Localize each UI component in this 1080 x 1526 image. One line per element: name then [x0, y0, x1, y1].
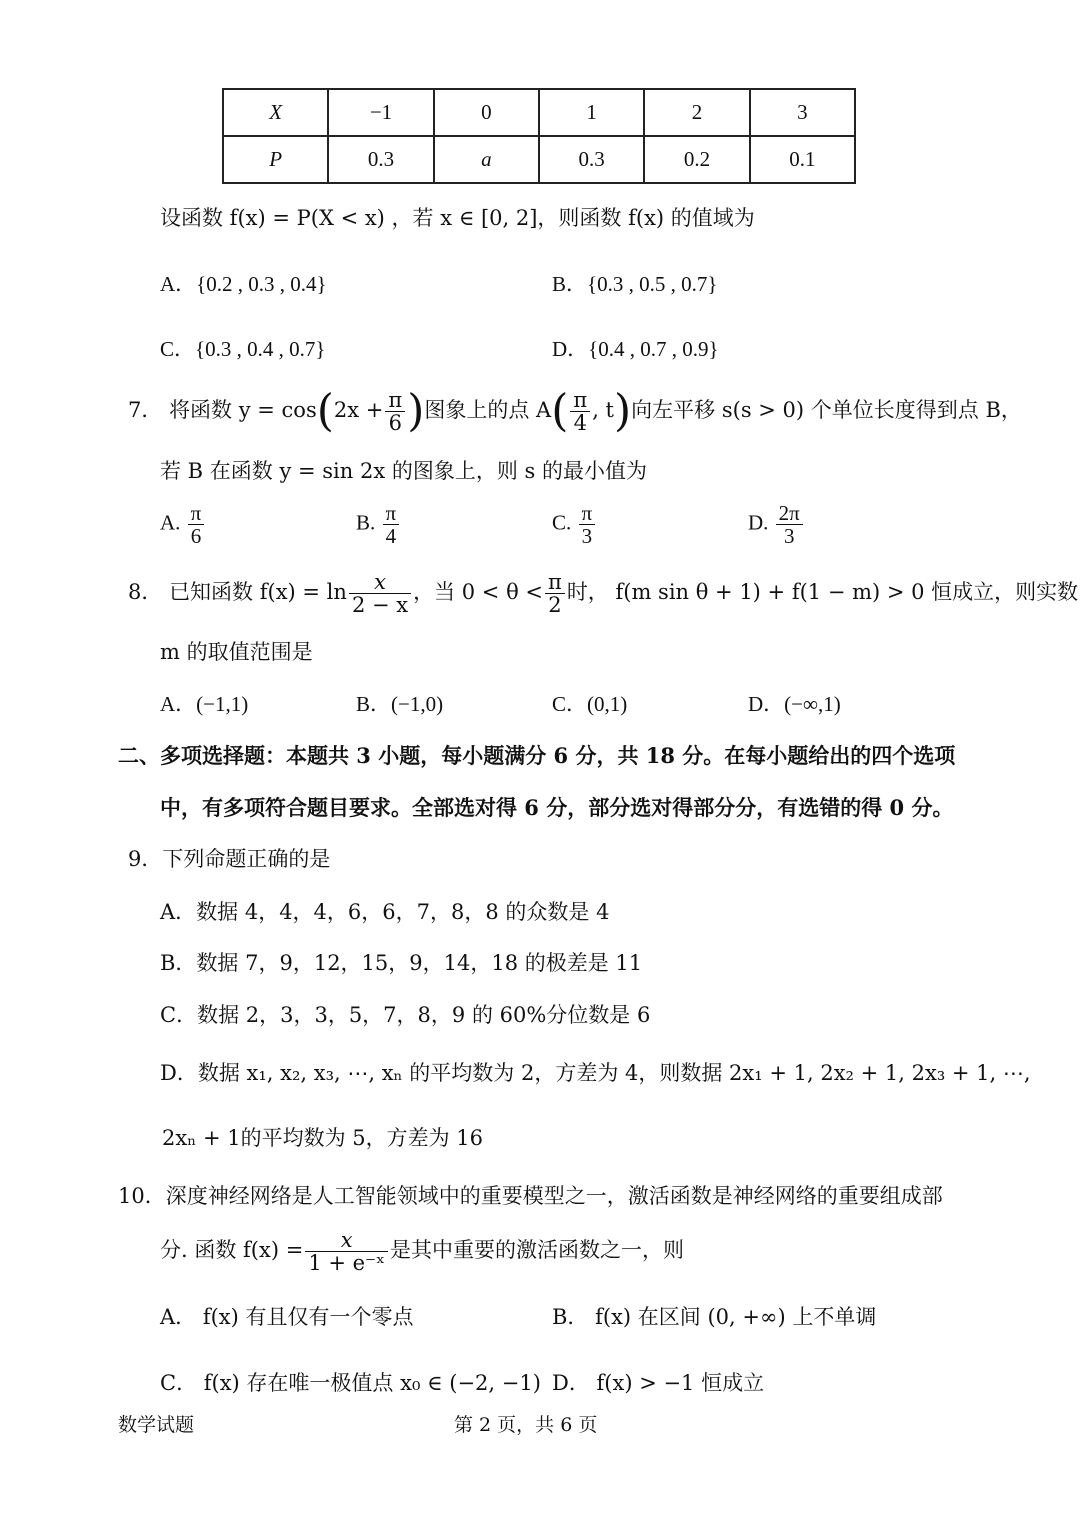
q6-option-a: A．{0.2 , 0.3 , 0.4} [160, 272, 327, 296]
q8-option-a: A．(−1,1) [160, 692, 249, 716]
q10-option-a: A． f(x) 有且仅有一个零点 [160, 1305, 414, 1329]
q8-stem-line2: m 的取值范围是 [160, 640, 313, 664]
q7-stem-line2: 若 B 在函数 y = sin 2x 的图象上，则 s 的最小值为 [160, 459, 647, 483]
table-cell: 3 [750, 89, 855, 136]
q7-stem-line1: 7． 将函数 y = cos(2x + $\frac{\pi}{6}$ )图象上的点 A( $\frac{\pi}{4}$ , t)向左平移 s(s > 0) 个单位长度得到点 B， [128, 385, 1022, 437]
table-cell: 0.1 [750, 136, 855, 183]
q10-stem-line2 [160, 1224, 684, 1276]
table-cell: P [223, 136, 328, 183]
q10-option-c: C． f(x) 存在唯一极值点 x₀ ∈ (−2, −1) [160, 1371, 541, 1395]
question-number: 7． [128, 398, 163, 422]
q7-option-c: C. $\frac{\pi}{3}$ [552, 502, 597, 547]
table-cell: 0.2 [644, 136, 749, 183]
q7-text: 将函数 y = cos [169, 398, 317, 422]
q10-option-b: B． f(x) 在区间 (0, +∞) 上不单调 [552, 1305, 877, 1329]
q6-option-b: B．{0.3 , 0.5 , 0.7} [552, 272, 718, 296]
q10-text-2: 是其中重要的激活函数之一，则 [390, 1238, 685, 1262]
q8-text: 已知函数 f(x) = ln [169, 580, 347, 604]
q7-arg: 2x + [333, 398, 384, 422]
q7-t: , t [592, 398, 614, 422]
q6-option-d: D．{0.4 , 0.7 , 0.9} [552, 337, 719, 361]
table-cell: a [434, 136, 539, 183]
q10-text: 分. 函数 f(x) = [160, 1238, 304, 1262]
q10-stem-line1: 10．深度神经网络是人工智能领域中的重要模型之一，激活函数是神经网络的重要组成部 [118, 1184, 943, 1208]
q10-option-d: D． f(x) > −1 恒成立 [552, 1371, 765, 1395]
q9-option-d-line1: D．数据 x₁, x₂, x₃, ⋯, xₙ 的平均数为 2，方差为 4，则数据 2x₁ + 1, 2x₂ + 1, 2x₃ + 1, ⋯, [160, 1061, 1031, 1085]
q9-option-c: C．数据 2，3，3，5，7，8，9 的 60%分位数是 6 [160, 1003, 651, 1027]
q8-option-d: D．(−∞,1) [748, 692, 841, 716]
q6-option-c: C．{0.3 , 0.4 , 0.7} [160, 337, 326, 361]
q6-stem: 设函数 f(x) = P(X < x) ，若 x ∈ [0, 2]，则函数 f(x) 的值域为 [160, 206, 755, 230]
distribution-table [222, 88, 856, 184]
q9-option-b: B．数据 7，9，12，15，9，14，18 的极差是 11 [160, 951, 643, 975]
section-heading-line2: 中，有多项符合题目要求。全部选对得 6 分，部分选对得部分分，有选错的得 0 分。 [160, 795, 954, 820]
fraction: $\frac{\pi}{4}$ [570, 389, 590, 434]
question-number: 8． [128, 580, 163, 604]
table-cell: 2 [644, 89, 749, 136]
q8-option-b: B．(−1,0) [356, 692, 444, 716]
table-cell: 0.3 [328, 136, 433, 183]
fraction: $\frac{\pi}{6}$ [188, 502, 205, 547]
q8-text-2: ，当 0 < θ < [413, 580, 543, 604]
fraction: $\frac{2\pi}{3}$ [776, 502, 803, 547]
q9-stem: 9．下列命题正确的是 [128, 847, 331, 871]
q7-text-3: 向左平移 s(s > 0) 个单位长度得到点 B， [631, 398, 1022, 422]
q7-text-2: 图象上的点 A [424, 398, 552, 422]
section-heading-line1: 二、多项选择题：本题共 3 小题，每小题满分 6 分，共 18 分。在每小题给出的四个选项 [118, 743, 956, 768]
table-cell: X [223, 89, 328, 136]
q8-stem-line1 [128, 566, 1078, 618]
table-cell: 0.3 [539, 136, 644, 183]
table-cell: 1 [539, 89, 644, 136]
q9-option-d-line2: 2xₙ + 1的平均数为 5，方差为 16 [162, 1126, 484, 1150]
footer-subject: 数学试题 [118, 1414, 195, 1436]
table-cell: −1 [328, 89, 433, 136]
footer-page-number: 第 2 页，共 6 页 [454, 1414, 598, 1436]
q8-text-3: 时， f(m sin θ + 1) + f(1 − m) > 0 恒成立，则实数 [566, 580, 1079, 604]
table-row [223, 89, 855, 136]
q9-option-a: A．数据 4，4，4，6，6，7，8，8 的众数是 4 [160, 900, 610, 924]
q7-option-b: B. $\frac{\pi}{4}$ [356, 502, 401, 547]
q8-option-c: C．(0,1) [552, 692, 628, 716]
fraction: $\frac{\pi}{4}$ [383, 502, 400, 547]
table-row [223, 136, 855, 183]
fraction: $\frac{\pi}{3}$ [579, 502, 596, 547]
fraction: $\frac{\pi}{6}$ [385, 389, 405, 434]
table-cell: 0 [434, 89, 539, 136]
q7-option-a: A. $\frac{\pi}{6}$ [160, 502, 206, 547]
fraction: $\frac{x}{2 - x}$ [349, 571, 411, 616]
q7-option-d: D. $\frac{2\pi}{3}$ [748, 502, 805, 547]
fraction: $\frac{x}{\text{1 + e⁻ˣ}}$ [305, 1229, 388, 1274]
fraction: $\frac{\pi}{2}$ [545, 571, 565, 616]
